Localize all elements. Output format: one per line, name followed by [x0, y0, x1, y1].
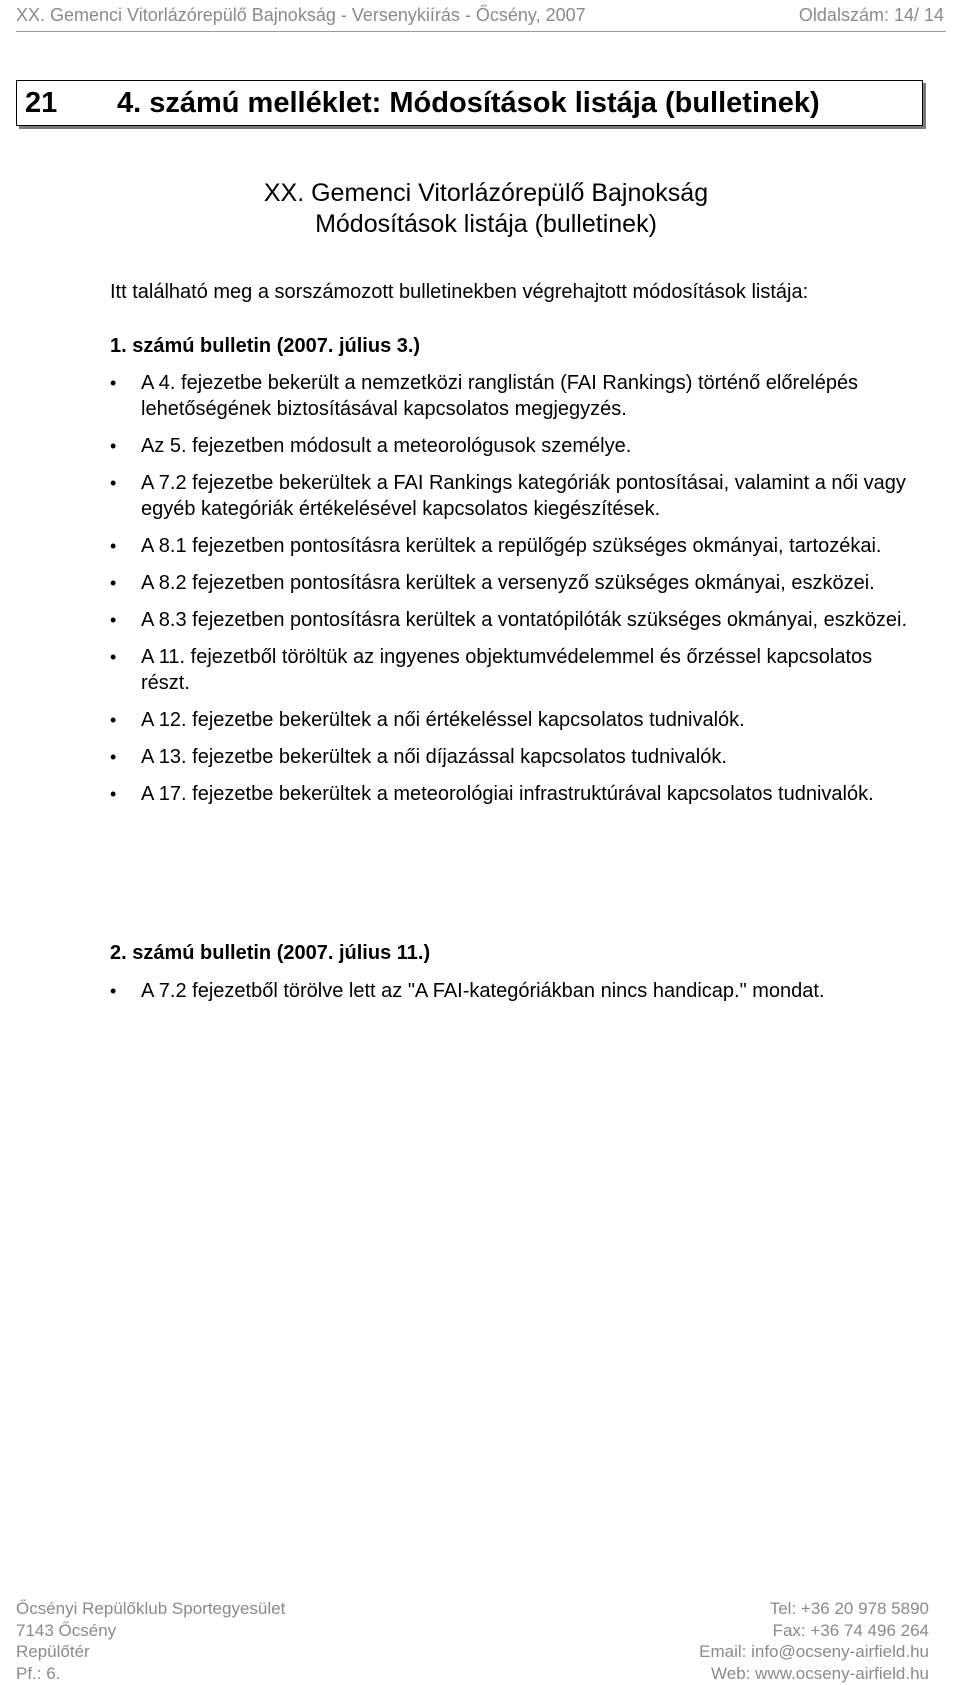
footer-city: 7143 Őcsény: [16, 1620, 117, 1640]
bullet-icon: •: [110, 373, 117, 393]
list-item: [110, 707, 910, 733]
document-title: [0, 178, 960, 240]
bullet-icon: •: [110, 610, 117, 630]
bulletin-heading: 2. számú bulletin (2007. július 11.): [110, 942, 431, 964]
section-title: 4. számú melléklet: Módosítások listája (bulletinek): [117, 86, 820, 119]
list-item: [110, 533, 910, 559]
list-item: [110, 570, 910, 596]
page-footer: [16, 1598, 929, 1684]
list-item-text: A 12. fejezetbe bekerültek a női értékeléssel kapcsolatos tudnivalók.: [141, 709, 745, 731]
header-divider: [16, 31, 946, 32]
footer-org: Őcsényi Repülőklub Sportegyesület: [16, 1599, 286, 1618]
bullet-icon: •: [110, 436, 117, 456]
footer-address: [16, 1598, 285, 1684]
bullet-icon: •: [110, 573, 117, 593]
footer-web: Web: www.ocseny-airfield.hu: [711, 1663, 929, 1683]
list-item: [110, 744, 910, 770]
bullet-icon: •: [110, 710, 117, 730]
list-item: [110, 607, 910, 633]
list-item-text: A 13. fejezetbe bekerültek a női díjazással kapcsolatos tudnivalók.: [141, 746, 727, 768]
footer-fax: Fax: +36 74 496 264: [772, 1620, 929, 1640]
list-item-text: A 7.2 fejezetbe bekerültek a FAI Rankings kategóriák pontosításai, valamint a női vagy egyéb kategóriák értékelésével kapcsolatos kiegészítések.: [141, 472, 906, 520]
document-header-title: XX. Gemenci Vitorlázórepülő Bajnokság - Versenykiírás - Őcsény, 2007: [16, 5, 586, 25]
bulletin-2-list: [110, 978, 910, 1004]
list-item-text: A 11. fejezetből töröltük az ingyenes objektumvédelemmel és őrzéssel kapcsolatos részt.: [141, 646, 873, 694]
intro-paragraph: Itt található meg a sorszámozott bulletinekben végrehajtott módosítások listája:: [110, 281, 809, 303]
footer-pobox: Pf.: 6.: [16, 1663, 61, 1683]
list-item: [110, 644, 910, 696]
list-item-text: A 7.2 fejezetből törölve lett az "A FAI-kategóriákban nincs handicap." mondat.: [141, 980, 825, 1002]
list-item: [110, 978, 910, 1004]
list-item-text: A 4. fejezetbe bekerült a nemzetközi ranglistán (FAI Rankings) történő előrelépés lehetőségének biztosításával kapcsolatos megjegyzés.: [141, 372, 859, 420]
bullet-icon: •: [110, 473, 117, 493]
footer-tel: Tel: +36 20 978 5890: [769, 1599, 929, 1618]
list-item-text: A 8.3 fejezetben pontosításra kerültek a vontatópilóták szükséges okmányai, eszközei.: [141, 609, 907, 631]
list-item-text: A 17. fejezetbe bekerültek a meteorológiai infrastruktúrával kapcsolatos tudnivalók.: [141, 783, 874, 805]
running-header: [16, 3, 944, 27]
list-item: [110, 781, 910, 807]
section-heading-box: [16, 80, 923, 126]
footer-contact: [699, 1598, 929, 1684]
document-title-line-2: Módosítások listája (bulletinek): [315, 210, 657, 238]
list-item-text: A 8.2 fejezetben pontosításra kerültek a versenyző szükséges okmányai, eszközei.: [141, 572, 875, 594]
bulletin-heading: 1. számú bulletin (2007. július 3.): [110, 335, 421, 357]
footer-place: Repülőtér: [16, 1642, 90, 1661]
bullet-icon: •: [110, 747, 117, 767]
bullet-icon: •: [110, 647, 117, 667]
page-number: Oldalszám: 14/ 14: [798, 5, 944, 25]
list-item: [110, 470, 910, 522]
list-item-text: Az 5. fejezetben módosult a meteorológusok személye.: [141, 435, 632, 457]
document-title-line-1: XX. Gemenci Vitorlázórepülő Bajnokság: [263, 179, 709, 207]
bullet-icon: •: [110, 981, 117, 1001]
section-number: 21: [25, 86, 58, 119]
footer-email: Email: info@ocseny-airfield.hu: [699, 1642, 929, 1661]
bullet-icon: •: [110, 784, 117, 804]
bulletin-1-list: [110, 370, 910, 807]
list-item: [110, 370, 910, 422]
list-item: [110, 433, 910, 459]
list-item-text: A 8.1 fejezetben pontosításra kerültek a repülőgép szükséges okmányai, tartozékai.: [141, 535, 882, 557]
bullet-icon: •: [110, 536, 117, 556]
